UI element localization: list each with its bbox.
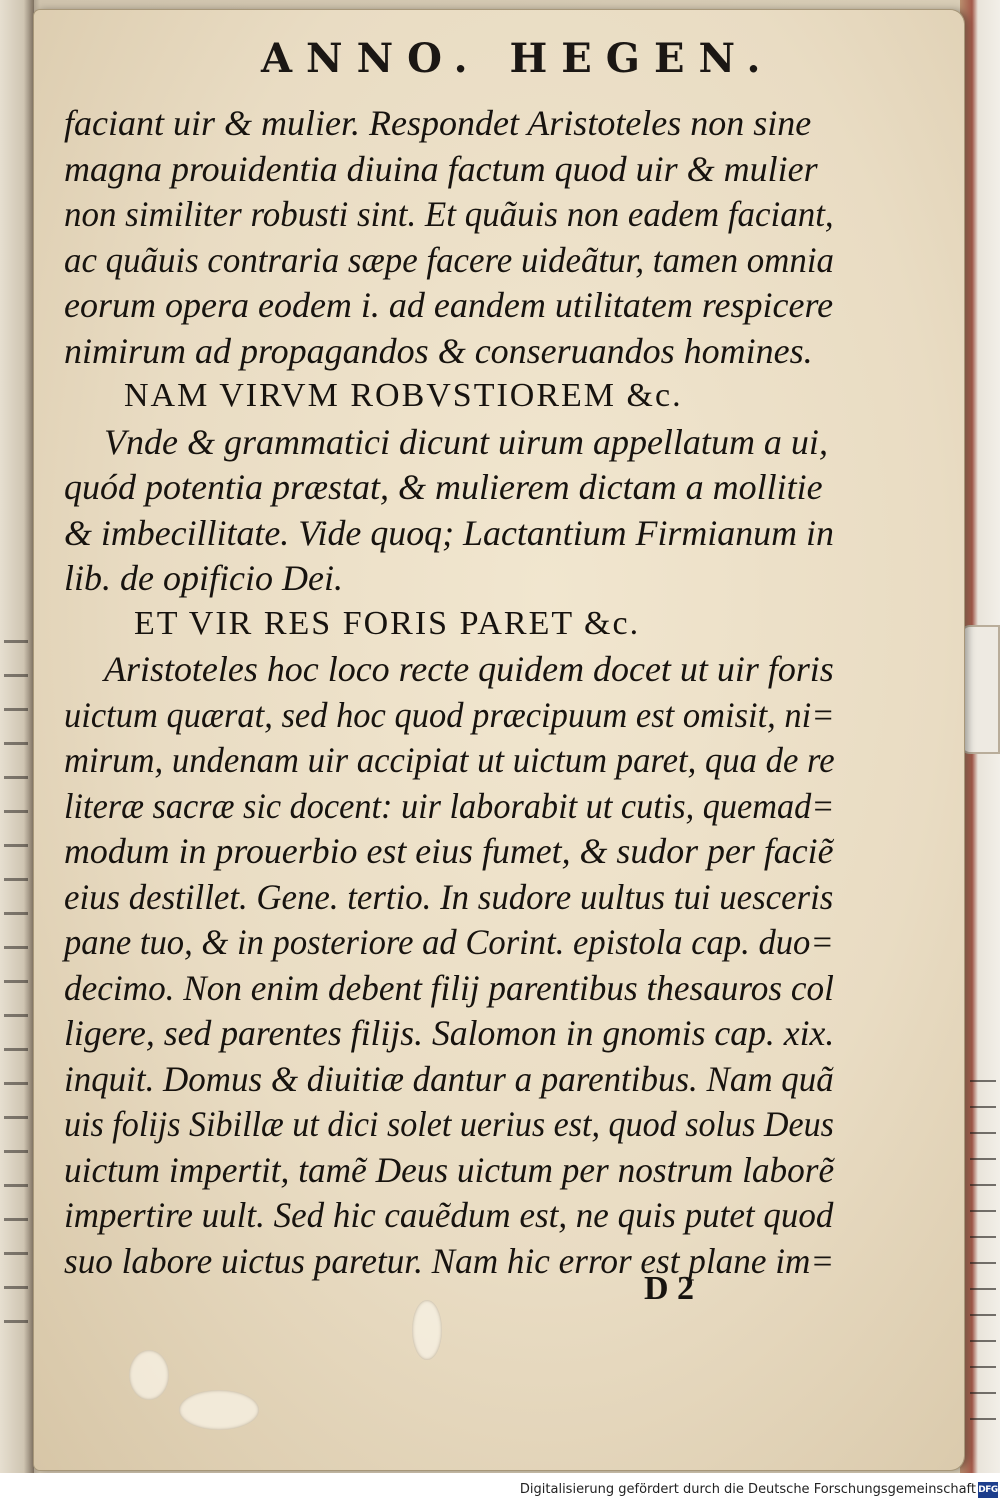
- text-line: eorum opera eodem i. ad eandem utilitatem respicere: [64, 285, 834, 325]
- digitization-credit: Digitalisierung gefördert durch die Deutsche Forschungsgemeinschaft: [519, 1482, 976, 1497]
- text-line: nimirum ad propagandos & conseruandos homines.: [64, 330, 813, 371]
- text-line: mirum, undenam uir accipiat ut uictum paret, qua de re: [64, 740, 835, 780]
- adjacent-page-right: [960, 0, 1000, 1503]
- text-line: uis folijs Sibillæ ut dici solet uerius est, quod solus Deus: [64, 1104, 834, 1144]
- text-line: modum in prouerbio est eius fumet, & sudor per faciẽ: [64, 831, 834, 871]
- paper-stain: [179, 1390, 259, 1430]
- text-line: lib. de opificio Dei.: [64, 558, 343, 598]
- text-line: inquit. Domus & diuitiæ dantur a parentibus. Nam quã: [64, 1058, 834, 1099]
- text-line: ac quãuis contraria sæpe facere uideãtur, tamen omnia: [64, 239, 834, 280]
- text-line: quód potentia præstat, & mulierem dictam a mollitie: [64, 467, 823, 507]
- section-heading: ET VIR RES FORIS PARET &c.: [134, 604, 641, 642]
- dfg-logo: DFG: [978, 1482, 998, 1498]
- signature-mark: D 2: [644, 1270, 695, 1307]
- text-line: impertire uult. Sed hic cauẽdum est, ne quis putet quod: [64, 1195, 834, 1235]
- text-line: suo labore uictus paretur. Nam hic error est plane im=: [64, 1240, 835, 1281]
- book-page: [34, 10, 964, 1470]
- text-line: eius destillet. Gene. tertio. In sudore uultus tui uesceris: [64, 876, 834, 917]
- text-line: Vnde & grammatici dicunt uirum appellatum a ui,: [104, 421, 828, 462]
- adjacent-page-text-fragments: [970, 1080, 996, 1420]
- text-line: uictum quærat, sed hoc quod præcipuum est omisit, ni=: [64, 694, 835, 735]
- paper-stain: [129, 1350, 169, 1400]
- running-head: ANNO. HEGEN.: [261, 35, 775, 82]
- footer-bar: [0, 1473, 1000, 1503]
- text-line: ligere, sed parentes filijs. Salomon in gnomis cap. xix.: [64, 1013, 835, 1053]
- bookmark-tab: [960, 625, 1000, 754]
- text-line: decimo. Non enim debent filij parentibus thesauros col: [64, 967, 834, 1008]
- text-line: non similiter robusti sint. Et quãuis non eadem faciant,: [64, 194, 834, 234]
- adjacent-page-left: [0, 0, 34, 1503]
- text-line: pane tuo, & in posteriore ad Corint. epistola cap. duo=: [64, 922, 834, 962]
- text-line: literæ sacræ sic docent: uir laborabit ut cutis, quemad=: [64, 785, 835, 826]
- page-content: [64, 10, 854, 1470]
- text-line: & imbecillitate. Vide quoq; Lactantium Firmianum in: [64, 512, 834, 553]
- text-line: Aristoteles hoc loco recte quidem docet ut uir foris: [104, 649, 834, 689]
- text-line: uictum impertit, tamẽ Deus uictum per nostrum laborẽ: [64, 1149, 835, 1190]
- adjacent-page-text-fragments: [4, 640, 28, 1340]
- section-heading: NAM VIRVM ROBVSTIOREM &c.: [124, 377, 683, 414]
- text-line: magna prouidentia diuina factum quod uir & mulier: [64, 148, 818, 189]
- paper-stain: [412, 1300, 442, 1360]
- text-line: faciant uir & mulier. Respondet Aristoteles non sine: [64, 103, 812, 143]
